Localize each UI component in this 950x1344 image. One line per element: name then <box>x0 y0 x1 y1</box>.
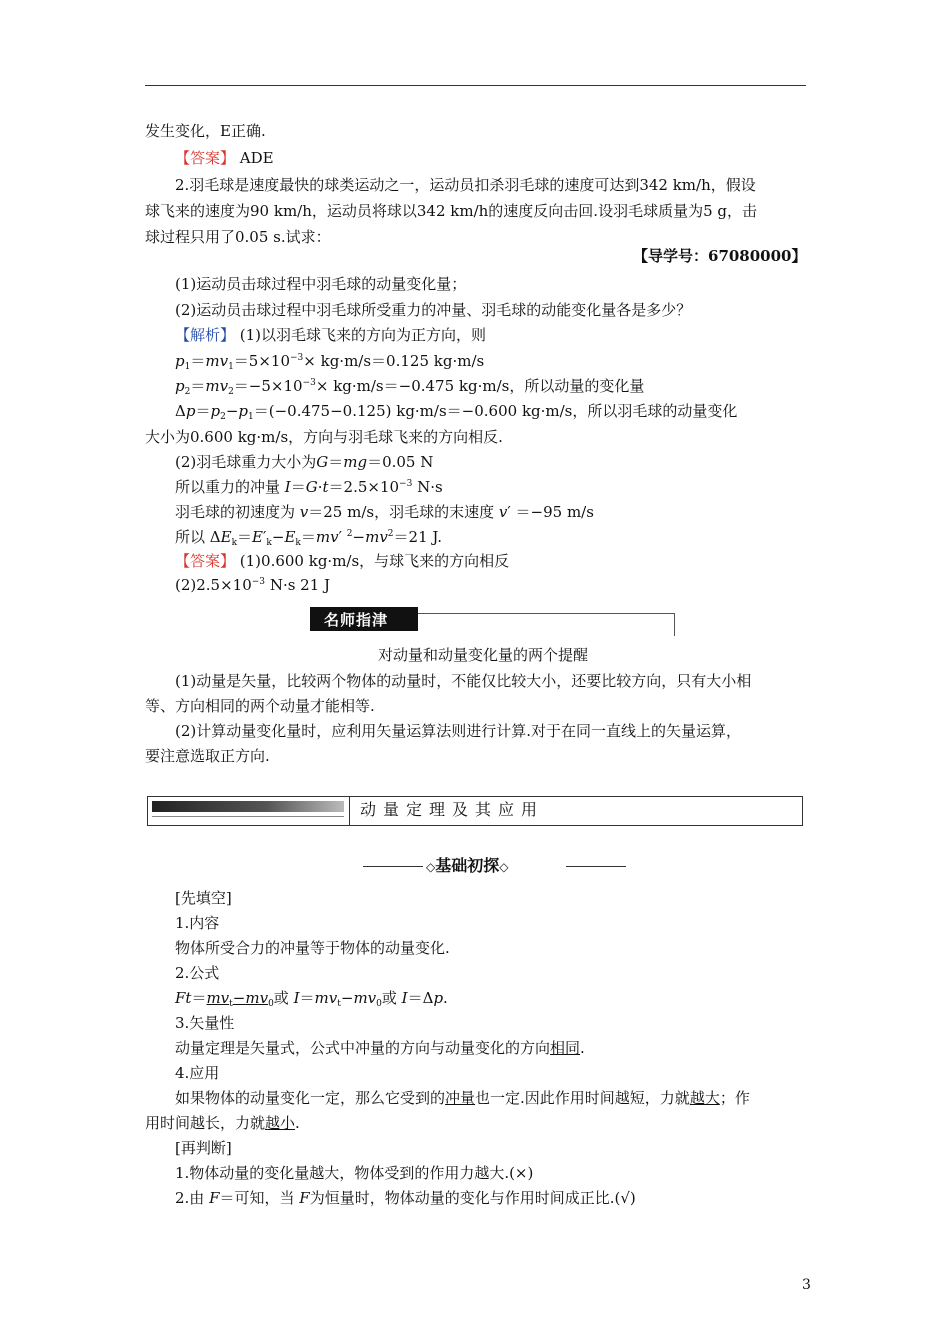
answer-line-2: $(2)2.5\times 10^{-3}$ N·s 21 J <box>175 576 331 594</box>
item-title: 3.矢量性 <box>175 1014 235 1032</box>
answer-label: 【答案】 <box>175 552 236 570</box>
formula-p1: $p_1=mv_1=5\times 10^{-3}\times kg\cdot m/s=0.125$ kg·m/s <box>175 352 485 372</box>
section-header <box>147 796 803 826</box>
section-title: 动量定理及其应用 <box>360 800 545 819</box>
heading-rule-right <box>566 866 626 867</box>
formula-ek: 所以 $\Delta E_k=E'_k-E_k=mv'$ $^2-mv^2=21$ J. <box>175 528 443 548</box>
analysis-line: 【解析】 (1)以羽毛球飞来的方向为正方向，则 <box>175 326 487 344</box>
tip-line: (1)动量是矢量，比较两个物体的动量时，不能仅比较大小，还要比较方向，只有大小相 <box>175 672 752 690</box>
item-title: 4.应用 <box>175 1064 220 1082</box>
fill-heading: [先填空] <box>175 889 232 907</box>
formula-velocity: 羽毛球的初速度为 v＝25 m/s，羽毛球的末速度 v′ ＝−95 m/s <box>175 503 594 521</box>
section-divider <box>349 797 350 825</box>
item-title: 1.内容 <box>175 914 220 932</box>
tip-banner-label: 名师指津 <box>324 611 389 629</box>
answer-line: 【答案】 (1)0.600 kg·m/s，与球飞来的方向相反 <box>175 552 510 570</box>
tip-title: 对动量和动量变化量的两个提醒 <box>378 646 589 664</box>
item-text: 动量定理是矢量式，公式中冲量的方向与动量变化的方向相同. <box>175 1039 585 1057</box>
question-line: 球过程只用了0.05 s.试求： <box>145 228 331 246</box>
judge-item: 2.由 F＝可知，当 F为恒量时，物体动量的变化与作用时间成正比.(√) <box>175 1189 636 1207</box>
item-text: 如果物体的动量变化一定，那么它受到的冲量也一定.因此作用时间越短，力就越大；作 <box>175 1089 750 1107</box>
analysis-label: 【解析】 <box>175 326 236 344</box>
guide-number: 【导学号：67080000】 <box>633 247 807 265</box>
heading-rule-left <box>363 866 423 867</box>
section-tag-bar <box>152 801 344 812</box>
item-text: 物体所受合力的冲量等于物体的动量变化. <box>175 939 450 957</box>
tip-banner-frame <box>418 613 675 636</box>
formula-g: (2)羽毛球重力大小为G＝mg＝0.05 N <box>175 453 434 471</box>
header-rule <box>145 85 806 86</box>
answer-line: 【答案】 ADE <box>175 149 274 167</box>
section-heading: ◇基础初探◇ <box>426 856 509 875</box>
formula-dp: $\Delta p=p_2-p_1=(-0.475-0.125)$ kg·m/s＝−0.600 kg·m/s，所以羽毛球的动量变化 <box>175 402 738 422</box>
text-line: 大小为0.600 kg·m/s，方向与羽毛球飞来的方向相反. <box>145 428 503 446</box>
formula-p2: $p_2=mv_2=-5\times 10^{-3}\times kg\cdot m/s=-0.475$ kg·m/s，所以动量的变化量 <box>175 377 645 397</box>
text-line: 发生变化，E正确. <box>145 122 266 140</box>
question-line: 球飞来的速度为90 km/h，运动员将球以342 km/h的速度反向击回.设羽毛球质量为5 g，击 <box>145 202 757 220</box>
formula-ft: $Ft=mv_t-mv_0$或 $I=mv_t-mv_0$或 I＝Δp. <box>175 989 448 1009</box>
tip-banner <box>310 607 678 639</box>
section-tag-underline <box>152 816 344 817</box>
page-number: 3 <box>802 1277 811 1293</box>
tip-line: 要注意选取正方向. <box>145 747 270 765</box>
question-line: 2.羽毛球是速度最快的球类运动之一，运动员扣杀羽毛球的速度可达到342 km/h，假设 <box>175 176 756 194</box>
tip-line: (2)计算动量变化量时，应利用矢量运算法则进行计算.对于在同一直线上的矢量运算， <box>175 722 742 740</box>
item-text: 用时间越长，力就越小. <box>145 1114 300 1132</box>
judge-heading: [再判断] <box>175 1139 232 1157</box>
formula-impulse: 所以重力的冲量 $I=G\cdot t=2.5\times 10^{-3}$ N·s <box>175 478 443 496</box>
subquestion: (1)运动员击球过程中羽毛球的动量变化量； <box>175 275 467 293</box>
item-title: 2.公式 <box>175 964 220 982</box>
answer-label: 【答案】 <box>175 149 236 167</box>
subquestion: (2)运动员击球过程中羽毛球所受重力的冲量、羽毛球的动能变化量各是多少？ <box>175 301 692 319</box>
tip-line: 等、方向相同的两个动量才能相等. <box>145 697 375 715</box>
judge-item: 1.物体动量的变化量越大，物体受到的作用力越大.(×) <box>175 1164 534 1182</box>
